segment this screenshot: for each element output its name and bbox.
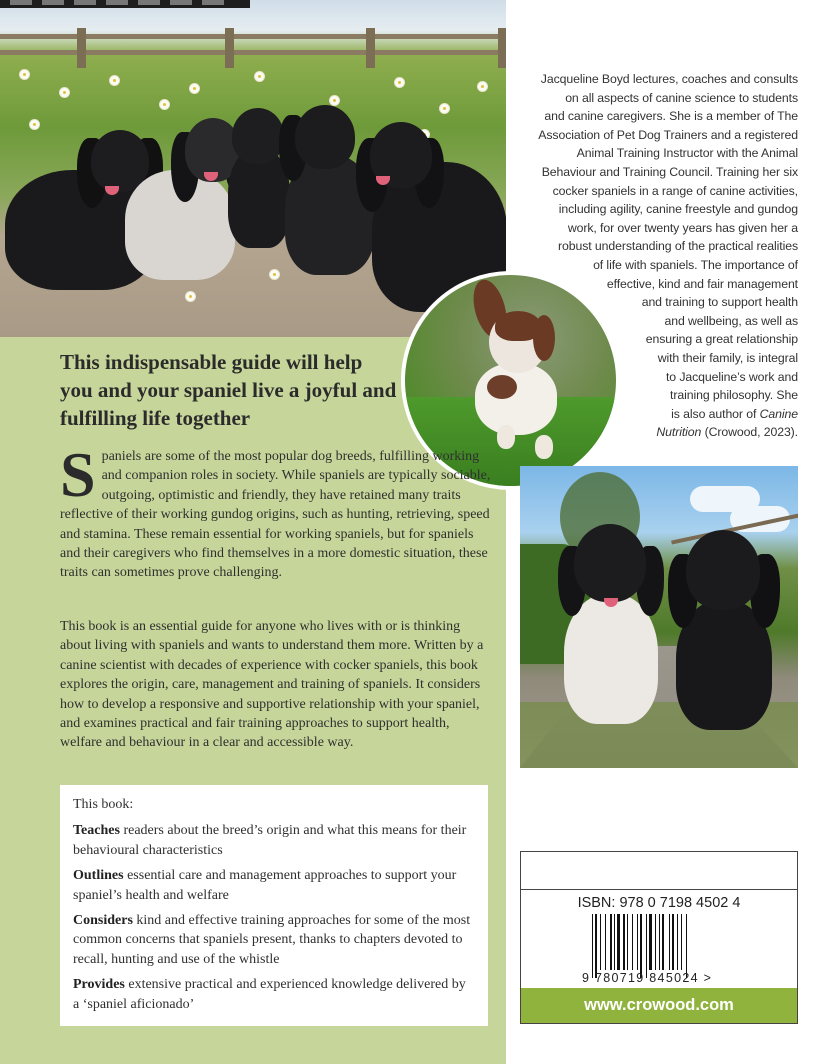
barcode-box xyxy=(520,851,798,1024)
fence xyxy=(0,28,506,68)
publisher-website[interactable]: www.crowood.com xyxy=(521,988,797,1023)
drop-cap: S xyxy=(60,439,96,510)
author-bio: Jacqueline Boyd lectures, coaches and consults on all aspects of canine science to students and canine caregivers. She is a member of The Association of Pet Dog Trainers and a registered Animal Training Instructor with the Animal Behaviour and Training Council. Training her six cocker spaniels in a range of canine activities, including agility, canine freestyle and gundog work, for over twenty years has given her a robust understanding of the practical realities of life with spaniels. The importance of effective, kind and fair management and training to support health and wellbeing, as well as ensuring a great relationship with their family, is integral to Jacqueline’s work and training philosophy. She is also author of Canine Nutrition (Crowood, 2023). xyxy=(538,72,798,440)
this-book-box xyxy=(60,785,488,1026)
this-book-intro: This book: xyxy=(73,797,134,812)
intro-paragraph xyxy=(60,439,492,583)
barcode-digits: 9 780719 845024 > xyxy=(582,971,713,985)
second-paragraph: This book is an essential guide for anyone who lives with or is thinking about living with spaniels and wants to understand them more. Written by a canine scientist with decades of experience with cocker spaniels, this book explores the origin, care, management and training of spaniels. It considers how to develop a responsive and supportive relationship with your spaniel, and examines practical and fair training approaches to support health, welfare and behaviour in a clear and accessible way. xyxy=(60,619,484,751)
color-calibration-strip xyxy=(0,0,250,8)
photo-five-spaniels xyxy=(0,0,506,337)
headline: This indispensable guide will help you and your spaniel live a joyful and fulfilling life together xyxy=(60,350,397,430)
book-point-provides: Provides extensive practical and experienced knowledge delivered by a ‘spaniel aficionado’ xyxy=(73,977,466,1012)
isbn-label: ISBN: 978 0 7198 4502 4 xyxy=(577,895,741,911)
book-point-teaches: Teaches readers about the breed’s origin and what this means for their behavioural characteristics xyxy=(73,823,467,858)
barcode-bars xyxy=(592,914,732,970)
book-point-considers: Considers kind and effective training approaches for some of the most common concerns that spaniels present, thanks to chapters devoted to recall, hunting and use of the whistle xyxy=(73,913,471,967)
intro-paragraph-text: paniels are some of the most popular dog breeds, fulfilling working and companion roles in society. While spaniels are typically sociable, outgoing, optimistic and friendly, they have retained many traits reflective of their working gundog origins, such as hunting, retrieving, speed and stamina. These remain essential for working spaniels, but for spaniels and their caregivers who find themselves in a more domestic situation, these traits can sometimes prove challenging. xyxy=(60,449,491,581)
photo-two-spaniels xyxy=(520,466,798,768)
book-point-outlines: Outlines essential care and management approaches to support your spaniel’s health and welfare xyxy=(73,868,457,903)
